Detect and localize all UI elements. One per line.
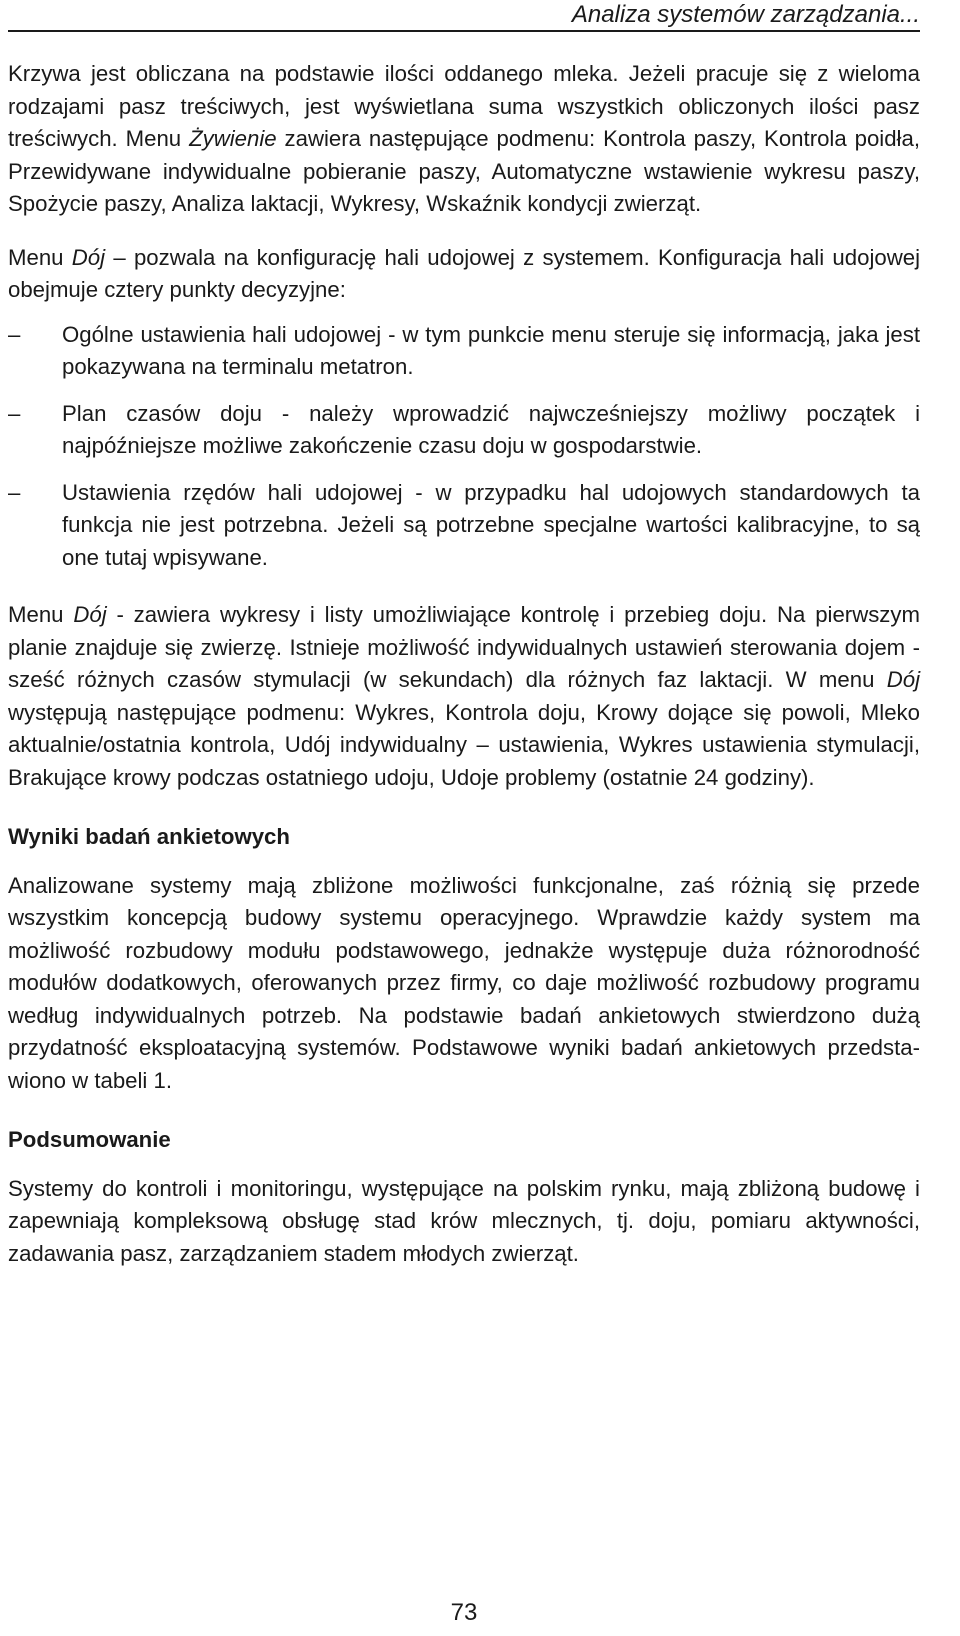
dash-bullet-icon: –: [8, 400, 21, 426]
dash-bullet-icon: –: [8, 321, 21, 347]
paragraph-text: występują następujące podmenu: Wykres, Kontrola doju, Krowy dojące się powoli, Mleko aktualnie/ostatnia kontrola, Udój indywidualny – ustawienia, Wykres ustawienia stymulacji, Brakujące krowy podczas ostatniego udoju, Udoje problemy (ostatnie 24 godziny).: [8, 699, 920, 790]
paragraph-text: - zawiera wykresy i listy umożliwiające kontrolę i przebieg doju. Na pierwszym planie znajduje się zwierzę. Istnieje możliwość indywidualnych ustawień sterowania dojem - sześć różnych czasów stymulacji (w sekundach) dla różnych faz laktacji. W menu: [8, 602, 920, 692]
paragraph-milking-menu-intro: [8, 242, 920, 307]
paragraph-text: Menu: [8, 244, 72, 270]
section-heading-survey-results: Wyniki badań ankietowych: [8, 824, 290, 849]
paragraph-survey-results: Analizowane systemy mają zbliżone możliwości funkcjonalne, zaś różnią się przede wszystkim koncepcją budowy systemu operacyjnego. Wprawdzie każdy system ma możliwość rozbudowy modułu podstawowego, jednakże występuje duża różnorodność modułów dodatkowych, oferowanych przez firmy, co daje możliwość rozbudowy programu według indywidualnych potrzeb. Na podstawie badań ankietowych stwierdzono dużą przydatność eksploatacyjną systemów. Podstawowe wyniki badań ankietowych przedstawiono w tabeli 1.: [8, 872, 920, 1093]
list-item: [8, 398, 920, 463]
paragraph-text: zawiera następujące podmenu: Kontrola paszy, Kontrola poidła, Przewidywane indywidualne pobieranie paszy, Automatyczne wstawienie wykresu paszy, Spożycie paszy, Analiza laktacji, Wykresy, Wskaźnik kondycji zwierząt.: [8, 126, 920, 216]
list-item-text: Ogólne ustawienia hali udojowej - w tym punkcie menu steruje się informacją, jaka jest pokazywana na terminalu metatron.: [62, 321, 920, 379]
running-header: Analiza systemów zarządzania...: [8, 0, 920, 32]
paragraph-feeding-menu: [8, 58, 920, 221]
dash-bullet-icon: –: [8, 479, 21, 505]
list-item: [8, 319, 920, 384]
menu-name-milking: Dój: [886, 667, 920, 692]
list-item: [8, 477, 920, 575]
paragraph-milking-menu-details: [8, 599, 920, 794]
paragraph-summary: Systemy do kontroli i monitoringu, występujące na polskim rynku, mają zbliżoną budowę i zapewniają kompleksową obsługę stad krów mlecznych, tj. doju, pomiaru aktywności, zadawania pasz, zarządzaniem stadem młodych zwierząt.: [8, 1175, 920, 1266]
page-body: [8, 58, 920, 1291]
paragraph-text: Menu: [8, 602, 74, 627]
list-item-text: Ustawienia rzędów hali udojowej - w przypadku hal udojowych standardowych ta funkcja nie jest potrzebna. Jeżeli są potrzebne specjalne wartości kalibracyjne, to są one tutaj wpisywane.: [62, 479, 920, 570]
decision-points-list: [8, 319, 920, 575]
list-item-text: Plan czasów doju - należy wprowadzić najwcześniejszy możliwy początek i najpóźniejsze możliwe zakończenie czasu doju w gospodarstwie.: [62, 400, 920, 458]
paragraph-text: Krzywa jest obliczana na podstawie ilości oddanego mleka. Jeżeli pracuje się z wieloma rodzajami pasz treściwych, jest wyświetlana suma wszystkich obliczonych ilości pasz treściwych. Menu: [8, 61, 920, 151]
paragraph-text: – pozwala na konfigurację hali udojowej z systemem. Konfiguracja hali udojowej obejmuje cztery punkty decyzyjne:: [8, 244, 921, 302]
menu-name-milking: Dój: [71, 244, 106, 270]
page-number: 73: [450, 1599, 478, 1626]
menu-name-milking: Dój: [73, 602, 107, 627]
document-page: [8, 0, 920, 1636]
menu-name-feeding: Żywienie: [189, 126, 277, 151]
section-heading-summary: Podsumowanie: [8, 1127, 171, 1152]
